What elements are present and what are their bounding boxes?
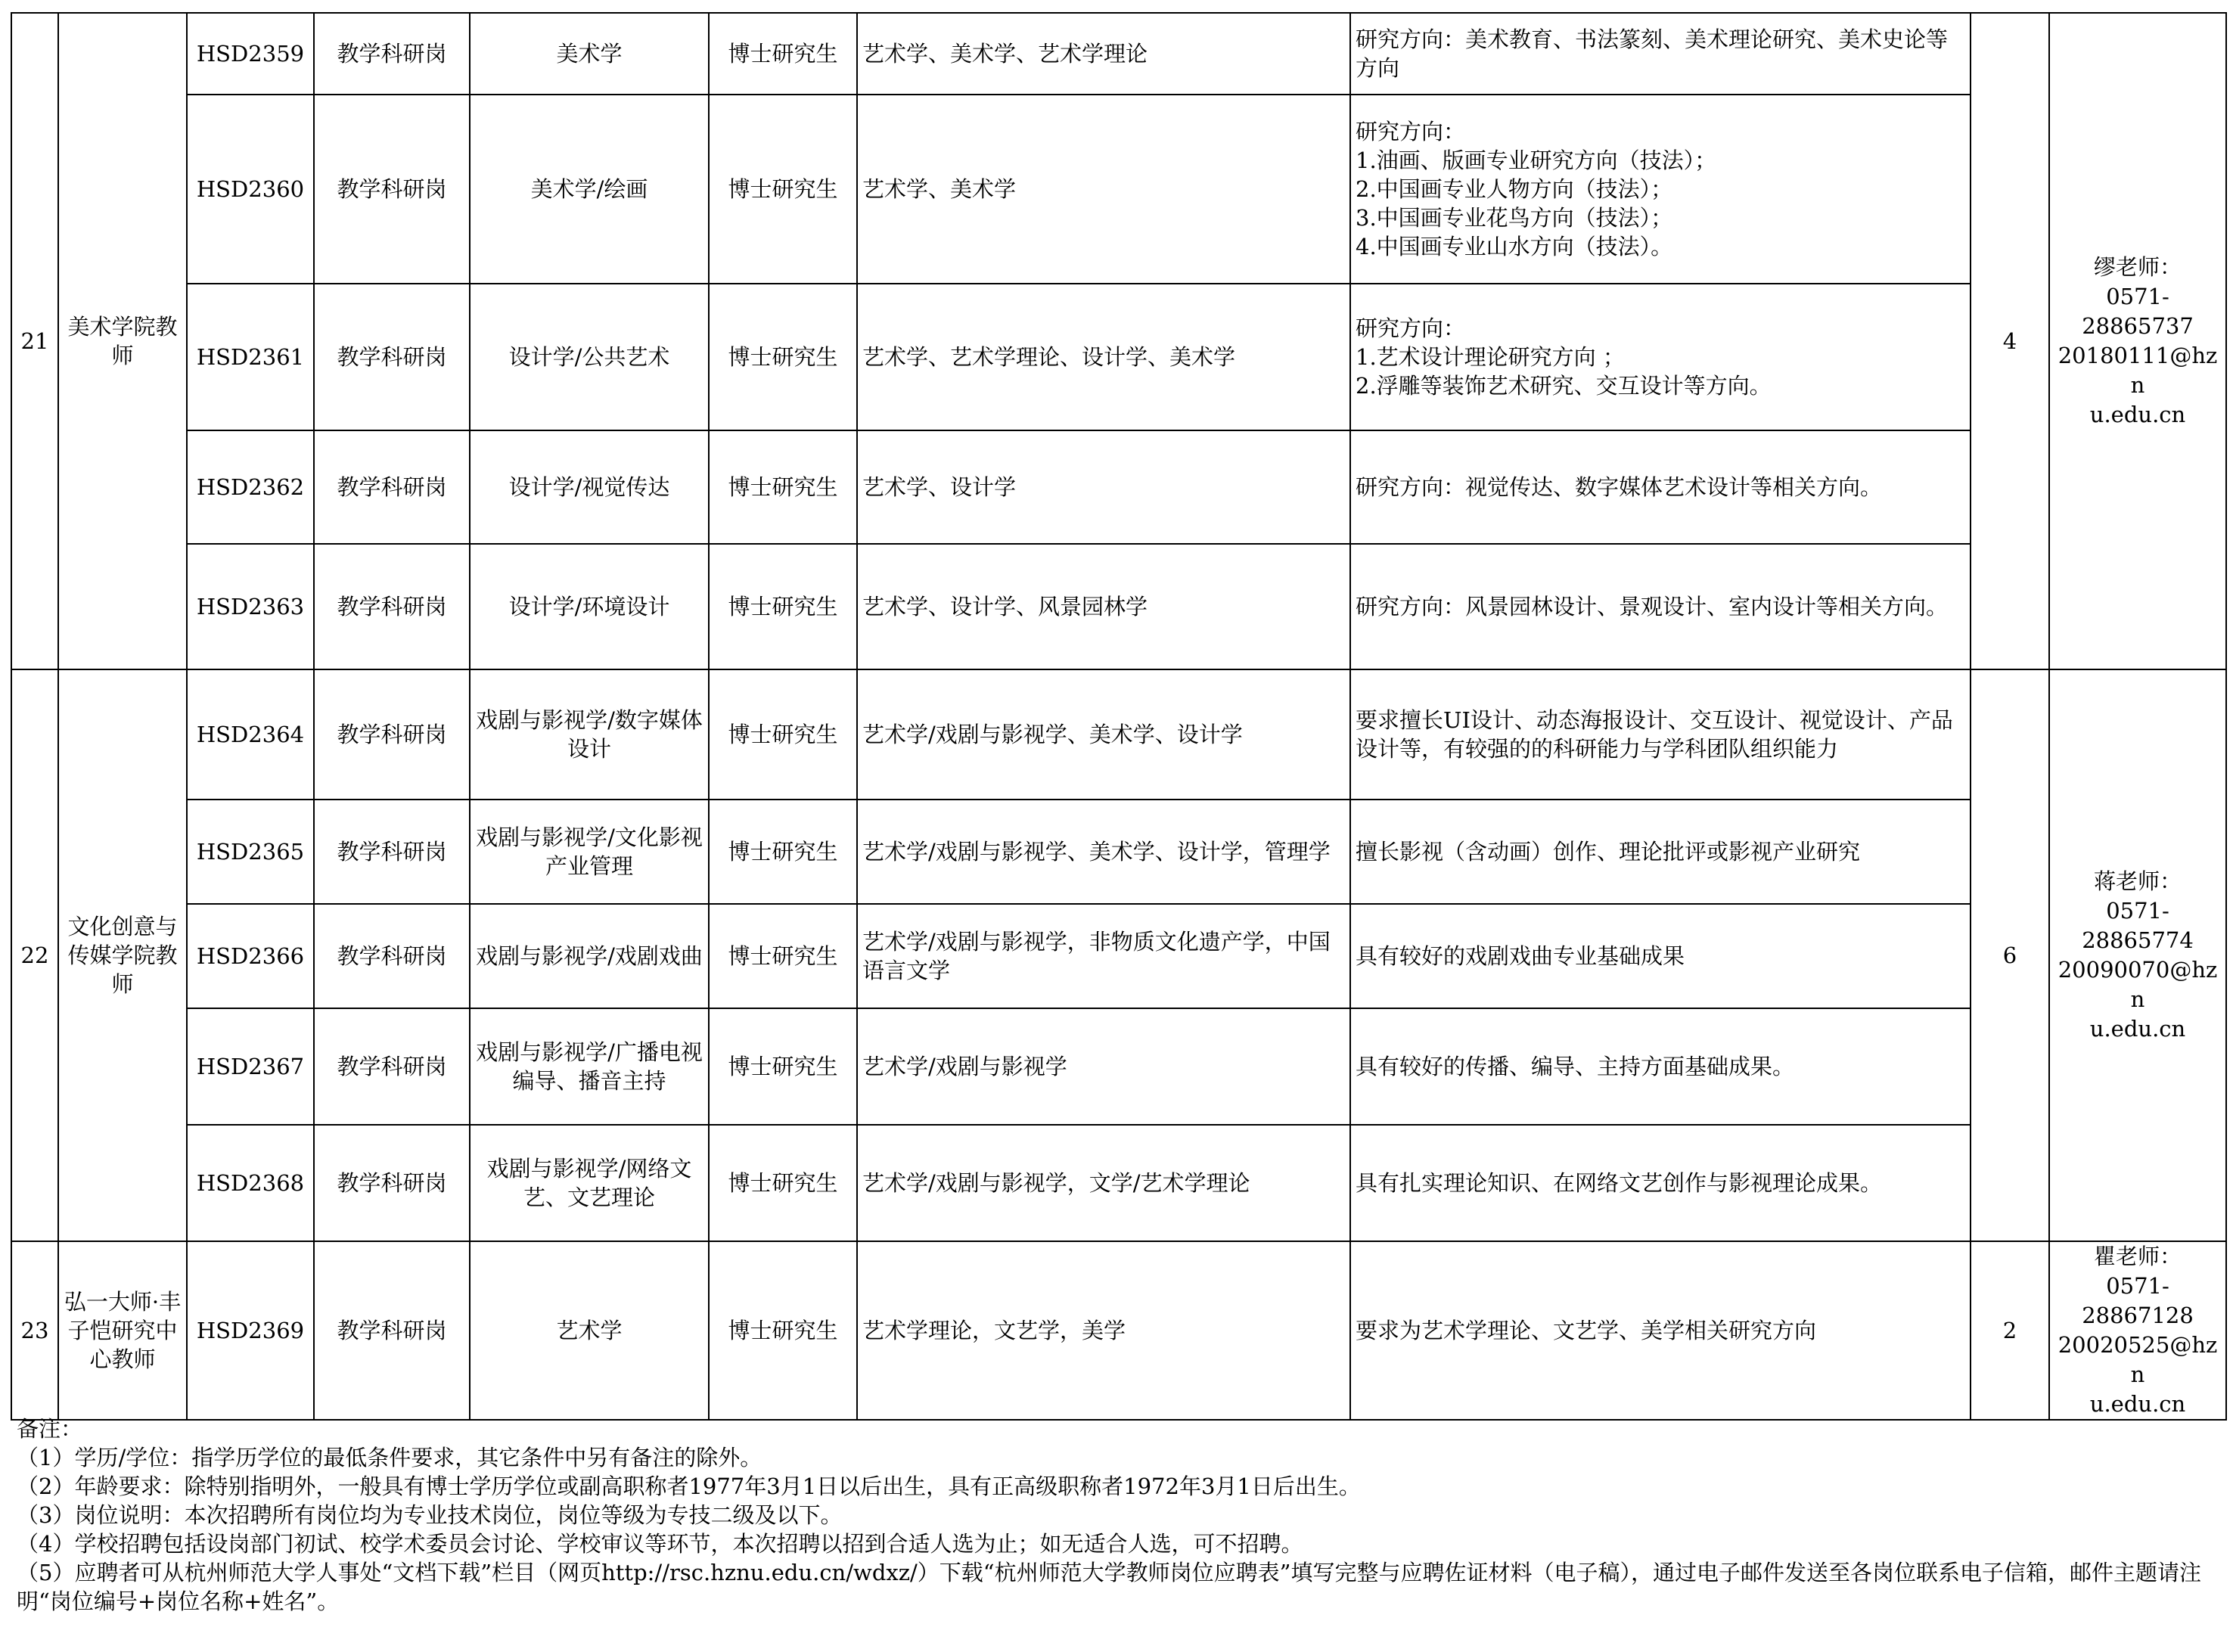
requirement-line: 研究方向： xyxy=(1356,315,1466,341)
position-code: HSD2363 xyxy=(187,544,314,669)
position-major: 戏剧与影视学/网络文艺、文艺理论 xyxy=(470,1125,709,1241)
position-code: HSD2359 xyxy=(187,13,314,95)
other-requirements xyxy=(1350,430,1971,544)
remarks-section xyxy=(17,1414,2218,1616)
requirement-line: 研究方向：视觉传达、数字媒体艺术设计等相关方向。 xyxy=(1356,474,1883,500)
contact-phone: 28867128 xyxy=(2082,1303,2194,1328)
other-requirements xyxy=(1350,904,1971,1008)
requirement-line: 研究方向：风景园林设计、景观设计、室内设计等相关方向。 xyxy=(1356,594,1949,620)
table-row xyxy=(11,1008,2226,1125)
position-type: 教学科研岗 xyxy=(314,284,470,430)
position-major: 戏剧与影视学/数字媒体设计 xyxy=(470,669,709,800)
requirement-line: 具有较好的传播、编导、主持方面基础成果。 xyxy=(1356,1054,1795,1079)
degree-requirement: 博士研究生 xyxy=(709,284,857,430)
remark-item: （3）岗位说明：本次招聘所有岗位均为专业技术岗位，岗位等级为专技二级及以下。 xyxy=(17,1502,843,1528)
contact-email-part1: 20090070@hzn xyxy=(2058,957,2218,1012)
position-type: 教学科研岗 xyxy=(314,430,470,544)
contact-email-part2: u.edu.cn xyxy=(2089,1016,2186,1042)
table-row xyxy=(11,669,2226,800)
contact-name: 瞿老师： xyxy=(2093,1244,2182,1269)
other-requirements xyxy=(1350,1241,1971,1420)
position-type: 教学科研岗 xyxy=(314,13,470,95)
table-row xyxy=(11,284,2226,430)
contact-phone: 28865737 xyxy=(2082,313,2194,339)
position-major: 设计学/公共艺术 xyxy=(470,284,709,430)
contact-email-part1: 20180111@hzn xyxy=(2058,343,2218,398)
other-requirements xyxy=(1350,284,1971,430)
degree-requirement: 博士研究生 xyxy=(709,904,857,1008)
table-row xyxy=(11,95,2226,284)
degree-requirement: 博士研究生 xyxy=(709,95,857,284)
department-cell: 文化创意与传媒学院教师 xyxy=(58,669,187,1241)
other-requirements xyxy=(1350,1125,1971,1241)
degree-requirement: 博士研究生 xyxy=(709,669,857,800)
degree-requirement: 博士研究生 xyxy=(709,1241,857,1420)
contact-email-part2: u.edu.cn xyxy=(2089,402,2186,427)
position-major: 设计学/环境设计 xyxy=(470,544,709,669)
table-row xyxy=(11,904,2226,1008)
contact-cell xyxy=(2049,13,2226,669)
requirement-line: 2.中国画专业人物方向（技法）； xyxy=(1356,176,1673,202)
recruit-count: 2 xyxy=(1971,1241,2049,1420)
requirement-line: 3.中国画专业花鸟方向（技法）； xyxy=(1356,205,1673,231)
subject-requirement: 艺术学、设计学 xyxy=(857,430,1350,544)
other-requirements xyxy=(1350,800,1971,904)
subject-requirement: 艺术学/戏剧与影视学，文学/艺术学理论 xyxy=(857,1125,1350,1241)
subject-requirement: 艺术学、美术学 xyxy=(857,95,1350,284)
position-type: 教学科研岗 xyxy=(314,1241,470,1420)
position-type: 教学科研岗 xyxy=(314,1008,470,1125)
subject-requirement: 艺术学、设计学、风景园林学 xyxy=(857,544,1350,669)
position-code: HSD2365 xyxy=(187,800,314,904)
contact-email-part2: u.edu.cn xyxy=(2089,1391,2186,1417)
requirement-line: 要求擅长UI设计、动态海报设计、交互设计、视觉设计、产品设计等，有较强的的科研能力与学科团队组织能力 xyxy=(1356,707,1953,762)
degree-requirement: 博士研究生 xyxy=(709,430,857,544)
requirement-line: 1.油画、版画专业研究方向（技法）； xyxy=(1356,148,1717,173)
position-major: 美术学 xyxy=(470,13,709,95)
degree-requirement: 博士研究生 xyxy=(709,544,857,669)
table-row xyxy=(11,1125,2226,1241)
recruitment-table xyxy=(11,12,2227,1421)
subject-requirement: 艺术学/戏剧与影视学、美术学、设计学，管理学 xyxy=(857,800,1350,904)
table-row xyxy=(11,1241,2226,1420)
subject-requirement: 艺术学、艺术学理论、设计学、美术学 xyxy=(857,284,1350,430)
degree-requirement: 博士研究生 xyxy=(709,1125,857,1241)
position-type: 教学科研岗 xyxy=(314,544,470,669)
contact-name: 蒋老师： xyxy=(2093,868,2182,894)
position-code: HSD2362 xyxy=(187,430,314,544)
degree-requirement: 博士研究生 xyxy=(709,1008,857,1125)
department-cell: 弘一大师·丰子恺研究中心教师 xyxy=(58,1241,187,1420)
department-cell: 美术学院教师 xyxy=(58,13,187,669)
contact-area-code: 0571- xyxy=(2106,898,2169,924)
subject-requirement: 艺术学理论，文艺学，美学 xyxy=(857,1241,1350,1420)
contact-name: 缪老师： xyxy=(2093,254,2182,280)
position-code: HSD2361 xyxy=(187,284,314,430)
group-index: 22 xyxy=(11,669,58,1241)
requirement-line: 1.艺术设计理论研究方向 ； xyxy=(1356,344,1625,370)
requirement-line: 擅长影视（含动画）创作、理论批评或影视产业研究 xyxy=(1356,839,1861,865)
table-row xyxy=(11,13,2226,95)
position-major: 设计学/视觉传达 xyxy=(470,430,709,544)
degree-requirement: 博士研究生 xyxy=(709,13,857,95)
table-row xyxy=(11,430,2226,544)
subject-requirement: 艺术学/戏剧与影视学 xyxy=(857,1008,1350,1125)
position-code: HSD2366 xyxy=(187,904,314,1008)
contact-area-code: 0571- xyxy=(2106,284,2169,309)
position-type: 教学科研岗 xyxy=(314,904,470,1008)
contact-email-part1: 20020525@hzn xyxy=(2058,1332,2218,1387)
requirement-line: 2.浮雕等装饰艺术研究、交互设计等方向。 xyxy=(1356,373,1772,399)
contact-phone: 28865774 xyxy=(2082,927,2194,953)
requirement-line: 研究方向：美术教育、书法篆刻、美术理论研究、美术史论等方向 xyxy=(1356,26,1949,81)
contact-area-code: 0571- xyxy=(2106,1273,2169,1299)
remark-item: （5）应聘者可从杭州师范大学人事处“文档下载”栏目（网页http://rsc.hznu.edu.cn/wdxz/）下载“杭州师范大学教师岗位应聘表”填写完整与应聘佐证材料（电子稿），通过电子邮件发送至各岗位联系电子信箱，邮件主题请注明“岗位编号+岗位名称+姓名”。 xyxy=(17,1560,2201,1614)
contact-cell xyxy=(2049,1241,2226,1420)
position-code: HSD2368 xyxy=(187,1125,314,1241)
remark-item: （1）学历/学位：指学历学位的最低条件要求，其它条件中另有备注的除外。 xyxy=(17,1445,762,1470)
subject-requirement: 艺术学/戏剧与影视学，非物质文化遗产学，中国语言文学 xyxy=(857,904,1350,1008)
requirement-line: 研究方向： xyxy=(1356,119,1466,144)
position-major: 戏剧与影视学/戏剧戏曲 xyxy=(470,904,709,1008)
position-type: 教学科研岗 xyxy=(314,95,470,284)
recruit-count: 4 xyxy=(1971,13,2049,669)
position-major: 艺术学 xyxy=(470,1241,709,1420)
requirement-line: 具有较好的戏剧戏曲专业基础成果 xyxy=(1356,943,1685,969)
group-index: 21 xyxy=(11,13,58,669)
remark-item: （2）年龄要求：除特别指明外，一般具有博士学历学位或副高职称者1977年3月1日以后出生，具有正高级职称者1972年3月1日后出生。 xyxy=(17,1473,1361,1499)
remark-item: （4）学校招聘包括设岗部门初试、校学术委员会讨论、学校审议等环节，本次招聘以招到合适人选为止；如无适合人选，可不招聘。 xyxy=(17,1531,1303,1557)
position-type: 教学科研岗 xyxy=(314,800,470,904)
position-type: 教学科研岗 xyxy=(314,669,470,800)
other-requirements xyxy=(1350,95,1971,284)
other-requirements xyxy=(1350,1008,1971,1125)
position-major: 美术学/绘画 xyxy=(470,95,709,284)
position-code: HSD2369 xyxy=(187,1241,314,1420)
requirement-line: 要求为艺术学理论、文艺学、美学相关研究方向 xyxy=(1356,1318,1817,1343)
position-major: 戏剧与影视学/广播电视编导、播音主持 xyxy=(470,1008,709,1125)
position-type: 教学科研岗 xyxy=(314,1125,470,1241)
table-row xyxy=(11,544,2226,669)
degree-requirement: 博士研究生 xyxy=(709,800,857,904)
group-index: 23 xyxy=(11,1241,58,1420)
subject-requirement: 艺术学、美术学、艺术学理论 xyxy=(857,13,1350,95)
contact-cell xyxy=(2049,669,2226,1241)
remarks-title: 备注： xyxy=(17,1416,83,1442)
subject-requirement: 艺术学/戏剧与影视学、美术学、设计学 xyxy=(857,669,1350,800)
other-requirements xyxy=(1350,544,1971,669)
requirement-line: 具有扎实理论知识、在网络文艺创作与影视理论成果。 xyxy=(1356,1170,1883,1196)
other-requirements xyxy=(1350,669,1971,800)
position-code: HSD2367 xyxy=(187,1008,314,1125)
position-code: HSD2360 xyxy=(187,95,314,284)
recruit-count: 6 xyxy=(1971,669,2049,1241)
requirement-line: 4.中国画专业山水方向（技法）。 xyxy=(1356,234,1673,259)
table-row xyxy=(11,800,2226,904)
other-requirements xyxy=(1350,13,1971,95)
position-major: 戏剧与影视学/文化影视产业管理 xyxy=(470,800,709,904)
position-code: HSD2364 xyxy=(187,669,314,800)
